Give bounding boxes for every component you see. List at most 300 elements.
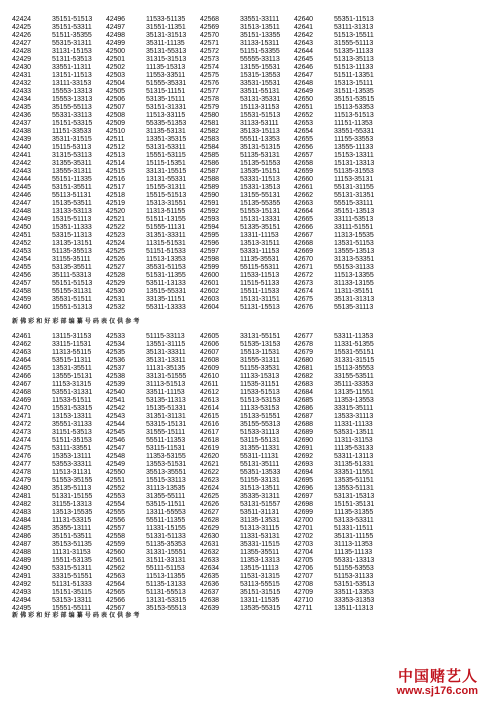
number-combination-cell: 51131-51333 <box>52 581 92 588</box>
issue-number-cell: 42652 <box>294 112 313 119</box>
issue-number-cell: 42441 <box>12 152 31 159</box>
number-combination-cell: 51135-53131 <box>240 152 280 159</box>
number-combination-cell: 13111-33153 <box>52 80 92 87</box>
issue-number-cell: 42500 <box>106 48 125 55</box>
number-combination-cell: 51335-35151 <box>240 224 281 231</box>
issue-number-cell: 42587 <box>200 168 219 175</box>
issue-number-cell: 42520 <box>106 208 125 215</box>
issue-number-cell: 42701 <box>294 525 313 532</box>
number-combination-cell: 15511-11533 <box>240 288 280 295</box>
issue-number-column <box>12 333 52 613</box>
number-combination-cell: 51553-15131 <box>240 208 281 215</box>
number-combination-cell: 31555-31311 <box>240 357 280 364</box>
issue-number-cell: 42661 <box>294 184 313 191</box>
number-combination-cell: 53135-15111 <box>146 96 186 103</box>
number-combination-cell: 33115-11531 <box>52 341 92 348</box>
number-combination-cell: 15115-15351 <box>146 160 186 167</box>
number-combination-cell: 33531-15531 <box>240 80 281 87</box>
number-combination-cell: 13135-11551 <box>334 389 374 396</box>
number-combination-cell: 35111-33353 <box>334 381 374 388</box>
number-combination-cell: 51155-33131 <box>240 477 280 484</box>
number-combination-cell: 15135-55355 <box>240 200 281 207</box>
number-combination-cell: 53111-31313 <box>334 24 374 31</box>
issue-number-cell: 42558 <box>106 533 125 540</box>
number-combination-cell: 13553-51531 <box>146 461 187 468</box>
number-combination-cell: 35151-53515 <box>334 96 375 103</box>
issue-number-cell: 42501 <box>106 56 125 63</box>
number-combination-cell: 11153-35131 <box>334 176 374 183</box>
number-combination-cell: 51311-53513 <box>52 56 92 63</box>
issue-number-cell: 42562 <box>106 565 125 572</box>
number-combination-cell: 51513-53153 <box>240 397 281 404</box>
issue-number-cell: 42702 <box>294 533 313 540</box>
number-combination-cell: 51135-35353 <box>146 541 186 548</box>
issue-number-cell: 42709 <box>294 589 313 596</box>
number-combination-cell: 35153-51135 <box>52 541 92 548</box>
issue-number-cell: 42609 <box>200 365 219 372</box>
issue-number-cell: 42432 <box>12 80 31 87</box>
issue-number-cell: 42479 <box>12 477 31 484</box>
number-combination-cell: 11533-51511 <box>52 397 92 404</box>
issue-number-cell: 42669 <box>294 248 313 255</box>
issue-number-cell: 42700 <box>294 517 313 524</box>
number-combination-cell: 35151-13355 <box>240 32 281 39</box>
number-combination-cell: 15113-53353 <box>334 104 374 111</box>
issue-number-cell: 42559 <box>106 541 125 548</box>
number-combination-cell: 51135-31553 <box>334 168 374 175</box>
issue-number-cell: 42488 <box>12 549 31 556</box>
issue-number-cell: 42687 <box>294 413 313 420</box>
issue-number-cell: 42444 <box>12 176 31 183</box>
issue-number-cell: 42665 <box>294 216 313 223</box>
number-combination-cell: 51511-13155 <box>146 216 186 223</box>
number-combination-cell: 51533-31113 <box>240 429 280 436</box>
number-combination-cell: 11355-35511 <box>240 549 280 556</box>
number-combination-cell: 35135-51113 <box>52 485 92 492</box>
issue-number-cell: 42450 <box>12 224 31 231</box>
number-combination-cell: 51151-51533 <box>146 248 186 255</box>
issue-number-cell: 42710 <box>294 597 313 604</box>
number-combination-cell: 53515-11311 <box>52 357 92 364</box>
number-combination-cell: 35153-55513 <box>146 605 187 612</box>
issue-number-cell: 42553 <box>106 493 125 500</box>
number-combination-cell: 51115-33113 <box>146 333 185 340</box>
number-combination-cell: 53331-11513 <box>240 176 280 183</box>
number-combination-cell: 33315-51551 <box>52 573 93 580</box>
issue-number-cell: 42678 <box>294 341 313 348</box>
issue-number-cell: 42469 <box>12 397 31 404</box>
number-combination-cell: 33155-53511 <box>334 373 374 380</box>
issue-number-cell: 42466 <box>12 373 31 380</box>
issue-number-cell: 42564 <box>106 581 125 588</box>
number-combination-cell: 53553-33311 <box>52 461 92 468</box>
issue-number-cell: 42470 <box>12 405 31 412</box>
number-combination-cell: 51555-35331 <box>146 80 187 87</box>
number-combination-cell: 11151-33533 <box>52 128 92 135</box>
issue-number-cell: 42622 <box>200 469 219 476</box>
number-table-block-2 <box>12 333 482 613</box>
issue-number-cell: 42638 <box>200 597 219 604</box>
issue-number-cell: 42671 <box>294 264 313 271</box>
issue-number-cell: 42480 <box>12 485 31 492</box>
number-combination-cell: 15351-11333 <box>52 224 92 231</box>
number-combination-cell: 55351-13533 <box>240 469 281 476</box>
number-combination-cell: 31135-51331 <box>334 461 374 468</box>
issue-number-cell: 42636 <box>200 581 219 588</box>
issue-number-cell: 42596 <box>200 240 219 247</box>
number-combination-cell: 13555-31311 <box>52 168 92 175</box>
issue-number-cell: 42458 <box>12 288 31 295</box>
issue-number-cell: 42511 <box>106 136 125 143</box>
number-combination-cell: 15531-55151 <box>334 349 375 356</box>
number-combination-cell: 53133-53311 <box>334 517 374 524</box>
issue-number-cell: 42529 <box>106 280 125 287</box>
number-combination-cell: 15553-13313 <box>52 96 93 103</box>
issue-number-cell: 42472 <box>12 421 31 428</box>
number-combination-cell: 11313-55115 <box>52 349 92 356</box>
issue-number-cell: 42696 <box>294 485 313 492</box>
issue-number-cell: 42694 <box>294 469 313 476</box>
number-combination-cell: 31551-11351 <box>146 24 186 31</box>
issue-number-cell: 42593 <box>200 216 219 223</box>
number-combination-cell: 55315-31311 <box>52 40 92 47</box>
number-combination-cell: 53151-35511 <box>52 184 92 191</box>
number-combination-cell: 35131-51315 <box>240 144 281 151</box>
number-combination-cell: 13133-53113 <box>52 208 92 215</box>
number-combination-cell: 33111-51551 <box>334 224 374 231</box>
number-combination-cell: 35155-55113 <box>52 104 92 111</box>
issue-number-cell: 42647 <box>294 72 313 79</box>
number-combination-cell: 33111-53513 <box>334 216 374 223</box>
number-combination-cell: 11133-53153 <box>240 405 280 412</box>
issue-number-cell: 42452 <box>12 240 31 247</box>
issue-number-cell: 42624 <box>200 485 219 492</box>
number-combination-cell: 35131-33311 <box>146 349 186 356</box>
issue-number-cell: 42485 <box>12 525 31 532</box>
issue-number-cell: 42703 <box>294 541 313 548</box>
number-combination-cell: 11513-31131 <box>52 469 92 476</box>
issue-number-cell: 42711 <box>294 605 313 612</box>
number-combination-cell: 51313-35113 <box>334 56 374 63</box>
issue-number-cell: 42606 <box>200 341 219 348</box>
issue-number-column <box>12 16 52 312</box>
issue-number-cell: 42460 <box>12 304 31 311</box>
number-table-block-1 <box>12 16 482 312</box>
issue-number-column <box>106 333 146 613</box>
number-combination-cell: 15331-13513 <box>240 184 281 191</box>
number-combination-cell: 13513-15535 <box>52 509 93 516</box>
issue-number-cell: 42535 <box>106 349 125 356</box>
issue-number-cell: 42598 <box>200 256 219 263</box>
number-combination-cell: 31131-15153 <box>52 48 92 55</box>
number-combination-cell: 15551-53115 <box>146 152 186 159</box>
issue-number-cell: 42666 <box>294 224 313 231</box>
issue-number-cell: 42463 <box>12 349 31 356</box>
number-combination-cell: 55511-11353 <box>146 437 186 444</box>
issue-number-cell: 42537 <box>106 365 125 372</box>
issue-number-cell: 42611 <box>200 381 219 388</box>
issue-number-cell: 42536 <box>106 357 125 364</box>
issue-number-cell: 42514 <box>106 160 125 167</box>
number-combination-cell: 31315-31513 <box>146 56 187 63</box>
issue-number-cell: 42607 <box>200 349 219 356</box>
number-combination-cell: 33551-33111 <box>240 16 280 23</box>
issue-number-cell: 42518 <box>106 192 125 199</box>
issue-number-cell: 42554 <box>106 501 125 508</box>
issue-number-cell: 42487 <box>12 541 31 548</box>
issue-number-cell: 42698 <box>294 501 313 508</box>
number-combination-cell: 55115-55311 <box>240 264 280 271</box>
number-combination-cell: 35111-53313 <box>52 272 92 279</box>
issue-number-cell: 42688 <box>294 421 313 428</box>
issue-number-cell: 42672 <box>294 272 313 279</box>
number-combination-cell: 31113-51513 <box>146 381 186 388</box>
number-combination-cell: 53131-51557 <box>240 501 281 508</box>
issue-number-cell: 42704 <box>294 549 313 556</box>
issue-number-cell: 42424 <box>12 16 31 23</box>
number-combination-cell: 55311-13333 <box>146 304 186 311</box>
number-combination-cell: 55113-51131 <box>52 192 92 199</box>
number-combination-cell: 55331-33113 <box>52 112 92 119</box>
number-combination-cell: 11331-11133 <box>334 421 373 428</box>
number-combination-cell: 15551-55111 <box>52 605 92 612</box>
issue-number-cell: 42641 <box>294 24 313 31</box>
number-combination-cell: 31351-33311 <box>146 232 186 239</box>
number-combination-cell: 55135-31113 <box>334 304 374 311</box>
number-combination-cell: 11331-51355 <box>334 341 374 348</box>
issue-number-cell: 42454 <box>12 256 31 263</box>
issue-number-cell: 42677 <box>294 333 313 340</box>
number-combination-cell: 53511-31131 <box>240 509 280 516</box>
issue-number-cell: 42493 <box>12 589 31 596</box>
issue-number-cell: 42453 <box>12 248 31 255</box>
issue-number-cell: 42442 <box>12 160 31 167</box>
number-combination-cell: 31133-53111 <box>240 120 279 127</box>
number-combination-cell: 33551-11311 <box>52 64 92 71</box>
block-footer-note-1: 新 佛 彩 和 好 彩 部 编 纂 号 码 表 仅 供 参 考 <box>12 318 140 325</box>
number-combination-column <box>240 333 294 613</box>
number-combination-cell: 15153-13311 <box>334 152 374 159</box>
number-combination-cell: 13115-31153 <box>52 333 92 340</box>
number-combination-cell: 53315-15131 <box>146 421 187 428</box>
issue-number-cell: 42451 <box>12 232 31 239</box>
number-combination-cell: 31155-35111 <box>52 256 91 263</box>
issue-number-cell: 42443 <box>12 168 31 175</box>
number-combination-cell: 53151-53513 <box>334 581 375 588</box>
number-combination-cell: 33353-31353 <box>334 597 375 604</box>
number-combination-cell: 13551-31115 <box>146 341 186 348</box>
number-combination-column <box>52 16 106 312</box>
issue-number-cell: 42650 <box>294 96 313 103</box>
issue-number-cell: 42568 <box>200 16 219 23</box>
number-combination-cell: 55515-33111 <box>334 200 374 207</box>
number-combination-cell: 11311-35151 <box>334 288 374 295</box>
issue-number-cell: 42531 <box>106 296 125 303</box>
number-combination-cell: 13151-11513 <box>52 72 92 79</box>
issue-number-cell: 42692 <box>294 453 313 460</box>
issue-number-cell: 42540 <box>106 389 125 396</box>
issue-number-cell: 42474 <box>12 437 31 444</box>
issue-number-cell: 42612 <box>200 389 219 396</box>
issue-number-cell: 42577 <box>200 88 219 95</box>
issue-number-cell: 42643 <box>294 40 313 47</box>
issue-number-cell: 42445 <box>12 184 31 191</box>
issue-number-cell: 42674 <box>294 288 313 295</box>
issue-number-cell: 42507 <box>106 104 125 111</box>
watermark-name: 中国赌艺人 <box>397 667 478 685</box>
number-combination-cell: 11535-31151 <box>240 381 280 388</box>
issue-number-cell: 42504 <box>106 80 125 87</box>
number-combination-cell: 13513-31511 <box>240 240 280 247</box>
number-combination-cell: 35131-31313 <box>334 296 375 303</box>
number-combination-cell: 11553-33511 <box>146 72 186 79</box>
issue-number-cell: 42523 <box>106 232 125 239</box>
number-combination-cell: 15151-35131 <box>334 501 375 508</box>
number-combination-cell: 53131-53311 <box>146 144 186 151</box>
number-combination-cell: 55151-51513 <box>52 280 93 287</box>
issue-number-cell: 42496 <box>106 16 125 23</box>
number-combination-cell: 55111-51153 <box>146 565 185 572</box>
number-combination-cell: 31513-13511 <box>240 24 280 31</box>
issue-number-cell: 42517 <box>106 184 125 191</box>
number-combination-cell: 15135-51331 <box>146 405 187 412</box>
number-combination-cell: 35133-15113 <box>240 128 280 135</box>
number-combination-cell: 53111-33551 <box>52 445 92 452</box>
number-combination-cell: 11135-15313 <box>146 64 186 71</box>
number-combination-cell: 31151-53513 <box>52 429 92 436</box>
issue-number-cell: 42691 <box>294 445 313 452</box>
issue-number-cell: 42468 <box>12 389 31 396</box>
issue-number-cell: 42603 <box>200 296 219 303</box>
number-combination-cell: 55131-31351 <box>334 192 375 199</box>
issue-number-cell: 42475 <box>12 445 31 452</box>
number-combination-cell: 15315-51113 <box>52 216 92 223</box>
issue-number-cell: 42566 <box>106 597 125 604</box>
issue-number-cell: 42550 <box>106 469 125 476</box>
issue-number-cell: 42516 <box>106 176 125 183</box>
watermark <box>396 668 478 697</box>
issue-number-cell: 42563 <box>106 573 125 580</box>
number-combination-cell: 31511-13535 <box>334 88 374 95</box>
number-combination-cell: 15155-31311 <box>146 184 186 191</box>
number-combination-cell: 33511-55131 <box>240 88 280 95</box>
issue-number-cell: 42513 <box>106 152 125 159</box>
number-combination-cell: 51531-11355 <box>146 272 186 279</box>
number-combination-cell: 55311-11131 <box>240 453 279 460</box>
issue-number-cell: 42633 <box>200 557 219 564</box>
number-combination-cell: 53153-13311 <box>52 597 92 604</box>
number-combination-cell: 13535-15151 <box>240 168 281 175</box>
issue-number-cell: 42675 <box>294 296 313 303</box>
issue-number-cell: 42654 <box>294 128 313 135</box>
issue-number-cell: 42615 <box>200 413 219 420</box>
issue-number-cell: 42640 <box>294 16 313 23</box>
issue-number-cell: 42462 <box>12 341 31 348</box>
issue-number-cell: 42431 <box>12 72 31 79</box>
number-combination-cell: 13351-35315 <box>146 136 187 143</box>
issue-number-cell: 42597 <box>200 248 219 255</box>
number-combination-cell: 35151-53511 <box>52 533 92 540</box>
number-combination-cell: 13135-13151 <box>52 240 93 247</box>
issue-number-cell: 42663 <box>294 200 313 207</box>
number-combination-cell: 13515-55331 <box>146 288 187 295</box>
number-combination-cell: 31331-15551 <box>146 549 187 556</box>
issue-number-cell: 42655 <box>294 136 313 143</box>
issue-number-cell: 42567 <box>106 605 125 612</box>
issue-number-cell: 42632 <box>200 549 219 556</box>
number-combination-cell: 35513-35551 <box>146 469 187 476</box>
issue-number-cell: 42486 <box>12 533 31 540</box>
number-combination-cell: 13153-13311 <box>52 413 92 420</box>
issue-number-cell: 42580 <box>200 112 219 119</box>
number-combination-cell: 13131-55331 <box>146 176 187 183</box>
number-combination-cell: 31133-15311 <box>240 40 280 47</box>
issue-number-cell: 42530 <box>106 288 125 295</box>
issue-number-cell: 42693 <box>294 461 313 468</box>
issue-number-cell: 42464 <box>12 357 31 364</box>
number-combination-cell: 13553-51131 <box>334 485 374 492</box>
issue-number-cell: 42506 <box>106 96 125 103</box>
issue-number-cell: 42608 <box>200 357 219 364</box>
issue-number-cell: 42526 <box>106 256 125 263</box>
number-combination-cell: 51135-13133 <box>146 581 186 588</box>
issue-number-cell: 42621 <box>200 461 219 468</box>
issue-number-cell: 42473 <box>12 429 31 436</box>
number-combination-cell: 15511-53135 <box>52 557 92 564</box>
number-combination-cell: 15531-53315 <box>52 405 93 412</box>
number-combination-cell: 51151-53355 <box>240 48 280 55</box>
number-combination-cell: 55555-33113 <box>240 56 280 63</box>
issue-number-cell: 42428 <box>12 48 31 55</box>
issue-number-cell: 42547 <box>106 445 125 452</box>
issue-number-cell: 42581 <box>200 120 219 127</box>
issue-number-cell: 42690 <box>294 437 313 444</box>
number-combination-cell: 15315-13553 <box>240 72 281 79</box>
issue-number-column <box>294 333 334 613</box>
issue-number-cell: 42628 <box>200 517 219 524</box>
issue-number-cell: 42573 <box>200 56 219 63</box>
number-combination-cell: 31555-51113 <box>334 40 374 47</box>
number-combination-cell: 51313-31115 <box>240 525 280 532</box>
issue-number-cell: 42679 <box>294 349 313 356</box>
number-combination-cell: 31355-35311 <box>52 160 92 167</box>
number-combination-cell: 31513-13511 <box>240 485 280 492</box>
number-combination-cell: 13155-15531 <box>240 64 281 71</box>
issue-number-cell: 42438 <box>12 128 31 135</box>
number-combination-cell: 53135-11313 <box>146 397 186 404</box>
number-combination-cell: 11533-11513 <box>240 272 280 279</box>
number-combination-cell: 11135-53133 <box>334 445 374 452</box>
number-combination-cell: 33135-11151 <box>146 296 186 303</box>
issue-number-cell: 42585 <box>200 152 219 159</box>
issue-number-cell: 42616 <box>200 421 219 428</box>
issue-number-cell: 42538 <box>106 373 125 380</box>
number-combination-cell: 13131-53315 <box>146 597 187 604</box>
number-combination-cell: 35311-31515 <box>52 136 92 143</box>
number-combination-cell: 13311-11153 <box>240 232 279 239</box>
issue-number-cell: 42548 <box>106 453 125 460</box>
number-combination-cell: 35355-13111 <box>52 525 92 532</box>
issue-number-cell: 42433 <box>12 88 31 95</box>
issue-number-cell: 42541 <box>106 397 125 404</box>
number-combination-cell: 11135-31355 <box>334 509 374 516</box>
issue-number-cell: 42708 <box>294 581 313 588</box>
number-combination-cell: 55511-11355 <box>146 517 186 524</box>
number-combination-cell: 51331-11511 <box>334 525 374 532</box>
number-combination-cell: 55331-13313 <box>334 557 375 564</box>
number-combination-cell: 11151-11353 <box>334 120 373 127</box>
issue-number-cell: 42505 <box>106 88 125 95</box>
